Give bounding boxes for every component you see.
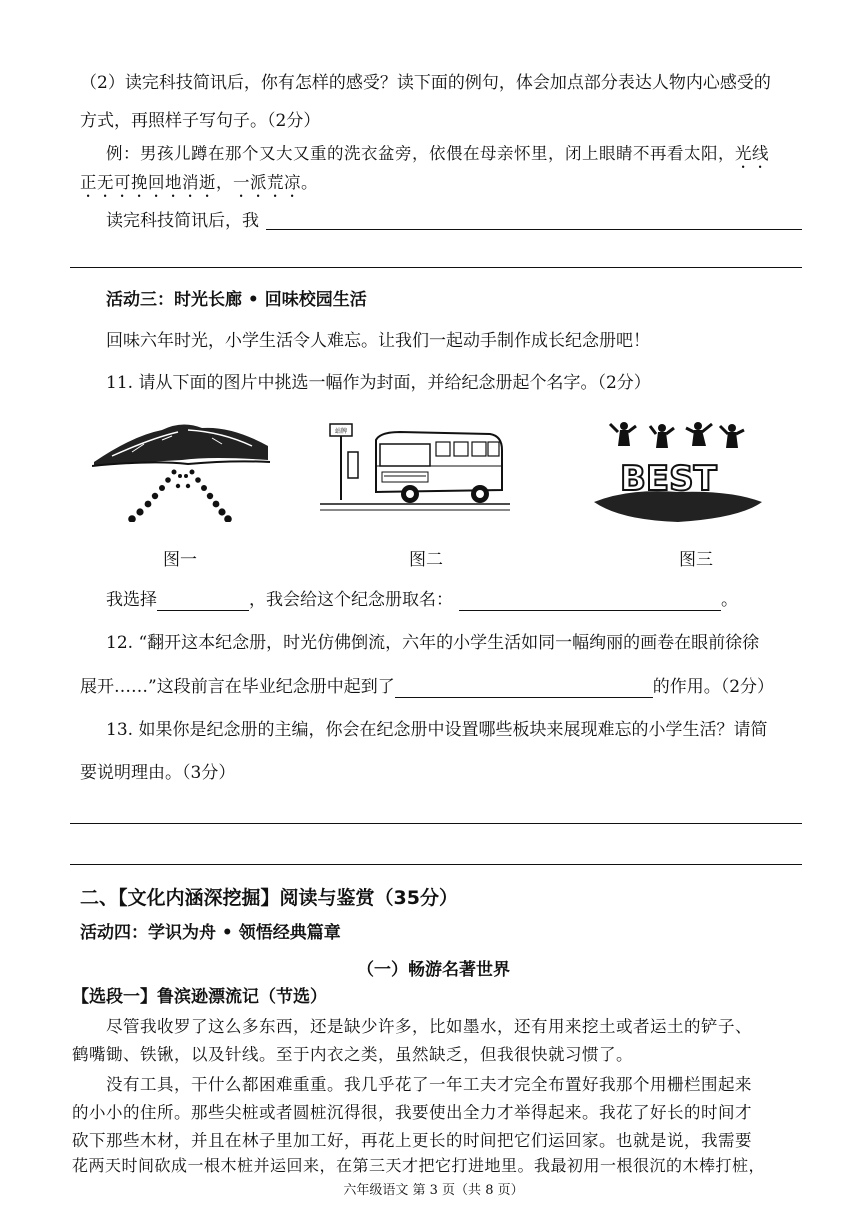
- q2-answer-blank-1[interactable]: [266, 229, 802, 230]
- best-letters: BEST: [620, 459, 717, 499]
- section2-heading: 二、【文化内涵深挖掘】阅读与鉴赏（35分）: [80, 887, 458, 909]
- q11-text: 11. 请从下面的图片中挑选一幅作为封面，并给纪念册起个名字。（2分）: [106, 373, 651, 393]
- example-period: 。: [301, 173, 318, 192]
- example-dotted-1: 光线: [735, 144, 769, 163]
- q2-line2: 方式，再照样子写句子。（2分）: [80, 111, 321, 131]
- q13-line2: 要说明理由。（3分）: [80, 763, 236, 783]
- q11-answer-end: 。: [721, 590, 738, 610]
- example-comma: ，: [216, 173, 233, 192]
- excerpt-p2-line3: 砍下那些木材，并且在林子里加工好，再花上更长的时间把它们运回家。也就是说，我需要: [72, 1131, 752, 1150]
- q13-line1: 13. 如果你是纪念册的主编，你会在纪念册中设置哪些板块来展现难忘的小学生活？请简: [106, 720, 768, 740]
- q2-example-line2: [80, 172, 318, 201]
- excerpt-p1-line1: 尽管我收罗了这么多东西，还是缺少许多，比如墨水，还有用来挖土或者运土的铲子、: [106, 1017, 752, 1036]
- q12-line2-a: 展开……”这段前言在毕业纪念册中起到了: [80, 677, 395, 697]
- q13-answer-blank-1[interactable]: [70, 823, 802, 824]
- q12-blank[interactable]: [395, 679, 653, 698]
- activity3-intro: 回味六年时光，小学生活令人难忘。让我们一起动手制作成长纪念册吧！: [106, 331, 650, 351]
- example-dotted-3: 一派荒凉: [233, 173, 301, 192]
- section2-subheading: （一）畅游名著世界: [357, 960, 510, 980]
- excerpt-p2-line2: 的小小的住所。那些尖桩或者圆桩沉得很，我要使出全力才举得起来。我花了好长的时间才: [72, 1103, 752, 1122]
- q2-answer-blank-2[interactable]: [70, 267, 802, 268]
- q2-example-line1: [106, 143, 769, 172]
- excerpt-p1-line2: 鹤嘴锄、铁锹，以及针线。至于内衣之类，虽然缺乏，但我很快就习惯了。: [72, 1045, 633, 1064]
- page-footer: 六年级语文 第 3 页（共 8 页）: [343, 1183, 524, 1198]
- figure-2-bus[interactable]: [320, 420, 510, 512]
- q12-line1: 12. “翻开这本纪念册，时光仿佛倒流，六年的小学生活如同一幅绚丽的画卷在眼前徐徐: [106, 633, 760, 653]
- q2-answer-prefix: 读完科技简讯后，我: [106, 211, 259, 231]
- caption-figure-3: 图三: [679, 550, 713, 570]
- figure-1-mountain-road[interactable]: [92, 416, 272, 522]
- figure-3-best[interactable]: [590, 418, 766, 528]
- q2-answer-line: [106, 210, 259, 232]
- excerpt-p2-line4: 花两天时间砍成一根木桩并运回来，在第三天才把它打进地里。我最初用一根很沉的木棒打桩，: [72, 1156, 766, 1175]
- q12-line2: [80, 676, 774, 698]
- q11-answer-line: [106, 589, 738, 611]
- q11-answer-name-label: ，我会给这个纪念册取名：: [249, 590, 453, 610]
- caption-figure-1: 图一: [163, 550, 197, 570]
- excerpt-title: 【选段一】鲁滨逊漂流记（节选）: [72, 987, 327, 1007]
- caption-figure-2: 图二: [409, 550, 443, 570]
- q11-figure-blank[interactable]: [157, 592, 249, 611]
- activity4-title: 活动四：学识为舟 • 领悟经典篇章: [80, 923, 341, 943]
- q11-answer-choose: 我选择: [106, 590, 157, 610]
- bus-stop-sign: 站牌: [334, 428, 348, 435]
- example-prefix: 例：男孩儿蹲在那个又大又重的洗衣盆旁，依偎在母亲怀里，闭上眼睛不再看太阳，: [106, 144, 735, 163]
- activity3-title: 活动三：时光长廊 • 回味校园生活: [106, 290, 367, 310]
- example-dotted-2: 正无可挽回地消逝: [80, 173, 216, 192]
- q13-answer-blank-2[interactable]: [70, 864, 802, 865]
- q2-line1: （2）读完科技简讯后，你有怎样的感受？读下面的例句，体会加点部分表达人物内心感受的: [80, 73, 771, 93]
- excerpt-p2-line1: 没有工具，干什么都困难重重。我几乎花了一年工夫才完全布置好我那个用栅栏围起来: [106, 1075, 752, 1094]
- q11-name-blank[interactable]: [459, 592, 721, 611]
- q12-line2-b: 的作用。（2分）: [652, 677, 775, 697]
